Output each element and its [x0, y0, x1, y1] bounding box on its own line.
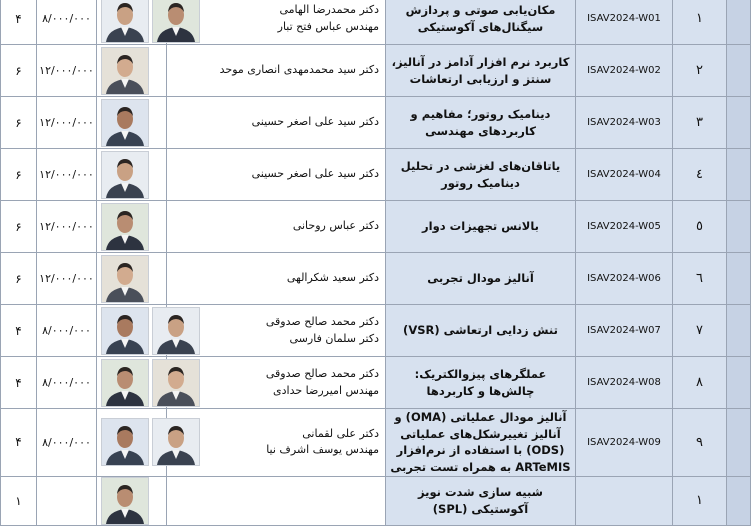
photos-cell: [97, 0, 167, 45]
instructor-count-cell: ۴: [1, 357, 37, 409]
photos-cell: [97, 476, 167, 525]
workshop-code-cell: ISAV2024-W01: [576, 0, 673, 45]
fee-cell: ۱۲/۰۰۰/۰۰۰: [37, 45, 97, 97]
instructor-name: دکتر سعید شکرالهی: [286, 271, 379, 285]
row-number-cell: ٦: [673, 253, 727, 305]
fee-cell: ۸/۰۰۰/۰۰۰: [37, 305, 97, 357]
portrait-photo: [101, 255, 149, 303]
row-number-cell: ۱: [673, 476, 727, 525]
workshop-row: [1, 476, 751, 525]
fee-cell: [37, 476, 97, 525]
photos-cell: [97, 305, 167, 357]
workshop-row: [1, 409, 751, 477]
photos-cell: [97, 201, 167, 253]
row-number-cell: ۲: [673, 45, 727, 97]
instructors-cell: [167, 201, 386, 253]
workshop-title-cell: دینامیک روتور؛ مفاهیم و کاربردهای مهندسی: [386, 97, 576, 149]
workshop-title-cell: تنش زدایی ارتعاشی (VSR): [386, 305, 576, 357]
portrait-photo: [152, 418, 200, 466]
portrait-photo: [152, 359, 200, 407]
instructor-name: دکتر محمد صالح صدوقی: [265, 315, 379, 328]
portrait-photo: [152, 307, 200, 355]
instructor-name: دکتر محمد صالح صدوقی: [265, 367, 379, 380]
workshop-title-cell: عملگرهای پیزوالکتریک: چالش‌ها و کاربردها: [386, 357, 576, 409]
instructor-count-cell: ۴: [1, 409, 37, 477]
portrait-photo: [101, 359, 149, 407]
workshop-row: [1, 149, 751, 201]
workshop-title-cell: بالانس تجهیزات دوار: [386, 201, 576, 253]
portrait-photo: [101, 307, 149, 355]
photos-cell: [97, 357, 167, 409]
instructor-name: دکتر عباس روحانی: [292, 219, 379, 233]
instructors-cell: [167, 45, 386, 97]
row-edge-cell: [727, 409, 751, 477]
instructor-count-cell: ۶: [1, 201, 37, 253]
workshop-code-cell: ISAV2024-W04: [576, 149, 673, 201]
row-edge-cell: [727, 357, 751, 409]
row-edge-cell: [727, 0, 751, 45]
row-edge-cell: [727, 45, 751, 97]
workshop-code-cell: ISAV2024-W03: [576, 97, 673, 149]
portrait-photo: [101, 477, 149, 525]
photos-cell: [97, 45, 167, 97]
row-edge-cell: [727, 97, 751, 149]
row-edge-cell: [727, 201, 751, 253]
instructor-count-cell: ۴: [1, 0, 37, 45]
portrait-photo: [101, 99, 149, 147]
workshop-title-cell: یاتاقان‌های لغزشی در تحلیل دینامیک روتور: [386, 149, 576, 201]
instructor-name: دکتر علی لقمانی: [302, 426, 379, 440]
instructor-count-cell: ۴: [1, 305, 37, 357]
workshop-row: [1, 45, 751, 97]
row-number-cell: ٤: [673, 149, 727, 201]
portrait-photo: [101, 151, 149, 199]
workshop-row: [1, 201, 751, 253]
workshop-row: [1, 357, 751, 409]
instructor-name: دکتر سید محمدمهدی انصاری موحد: [219, 63, 379, 77]
workshop-code-cell: [576, 476, 673, 525]
photos-cell: [97, 97, 167, 149]
workshop-title-cell: آنالیز مودال تجربی: [386, 253, 576, 305]
portrait-photo: [101, 47, 149, 95]
row-number-cell: ۳: [673, 97, 727, 149]
row-number-cell: ۸: [673, 357, 727, 409]
workshop-title-cell: شبیه سازی شدت نویز آکوستیکی (SPL): [386, 476, 576, 525]
instructor-count-cell: ۶: [1, 45, 37, 97]
instructor-count-cell: ۱: [1, 476, 37, 525]
row-edge-cell: [727, 305, 751, 357]
instructor-count-cell: ۶: [1, 253, 37, 305]
fee-cell: ۱۲/۰۰۰/۰۰۰: [37, 201, 97, 253]
instructor-name: دکتر سلمان فارسی: [289, 331, 379, 345]
portrait-photo: [101, 0, 149, 43]
row-edge-cell: [727, 149, 751, 201]
workshop-title-cell: آنالیز مودال عملیاتی (OMA) و آنالیز تغییرشکل‌های عملیاتی (ODS) با استفاده از نرم‌افزار ARTeMIS به همراه تست تجربی: [386, 409, 576, 477]
instructors-cell: [167, 476, 386, 525]
instructor-name: مهندس امیررضا حدادی: [273, 383, 379, 397]
workshop-code-cell: ISAV2024-W02: [576, 45, 673, 97]
fee-cell: ۸/۰۰۰/۰۰۰: [37, 0, 97, 45]
fee-cell: ۸/۰۰۰/۰۰۰: [37, 357, 97, 409]
workshop-row: [1, 97, 751, 149]
workshop-code-cell: ISAV2024-W05: [576, 201, 673, 253]
fee-cell: ۱۲/۰۰۰/۰۰۰: [37, 97, 97, 149]
workshop-code-cell: ISAV2024-W08: [576, 357, 673, 409]
row-edge-cell: [727, 253, 751, 305]
portrait-photo: [152, 0, 200, 43]
instructor-count-cell: ۶: [1, 149, 37, 201]
instructors-cell: [167, 97, 386, 149]
instructors-cell: [167, 149, 386, 201]
photos-cell: [97, 253, 167, 305]
fee-cell: ۱۲/۰۰۰/۰۰۰: [37, 253, 97, 305]
row-number-cell: ۱: [673, 0, 727, 45]
table-body: [1, 0, 751, 525]
workshop-row: [1, 0, 751, 45]
instructor-name: مهندس یوسف اشرف نیا: [266, 443, 379, 457]
instructor-name: مهندس عباس فتح تبار: [277, 19, 379, 33]
row-number-cell: ۹: [673, 409, 727, 477]
photos-cell: [97, 409, 167, 477]
workshop-title-cell: مکان‌یابی صوتی و پردازش سیگنال‌های آکوستیکی: [386, 0, 576, 45]
workshop-row: [1, 305, 751, 357]
workshop-code-cell: ISAV2024-W09: [576, 409, 673, 477]
instructors-cell: [167, 253, 386, 305]
row-edge-cell: [727, 476, 751, 525]
instructor-name: دکتر محمدرضا الهامی: [279, 3, 379, 16]
row-number-cell: ٥: [673, 201, 727, 253]
workshop-title-cell: کاربرد نرم افزار آدامز در آنالیز، سنتز و ارزیابی ارتعاشات: [386, 45, 576, 97]
photos-cell: [97, 149, 167, 201]
row-number-cell: ۷: [673, 305, 727, 357]
instructor-name: دکتر سید علی اصغر حسینی: [251, 115, 379, 129]
workshop-code-cell: ISAV2024-W06: [576, 253, 673, 305]
portrait-photo: [101, 203, 149, 251]
fee-cell: ۱۲/۰۰۰/۰۰۰: [37, 149, 97, 201]
instructor-name: دکتر سید علی اصغر حسینی: [251, 167, 379, 181]
fee-cell: ۸/۰۰۰/۰۰۰: [37, 409, 97, 477]
workshop-row: [1, 253, 751, 305]
workshop-code-cell: ISAV2024-W07: [576, 305, 673, 357]
portrait-photo: [101, 418, 149, 466]
instructor-count-cell: ۶: [1, 97, 37, 149]
